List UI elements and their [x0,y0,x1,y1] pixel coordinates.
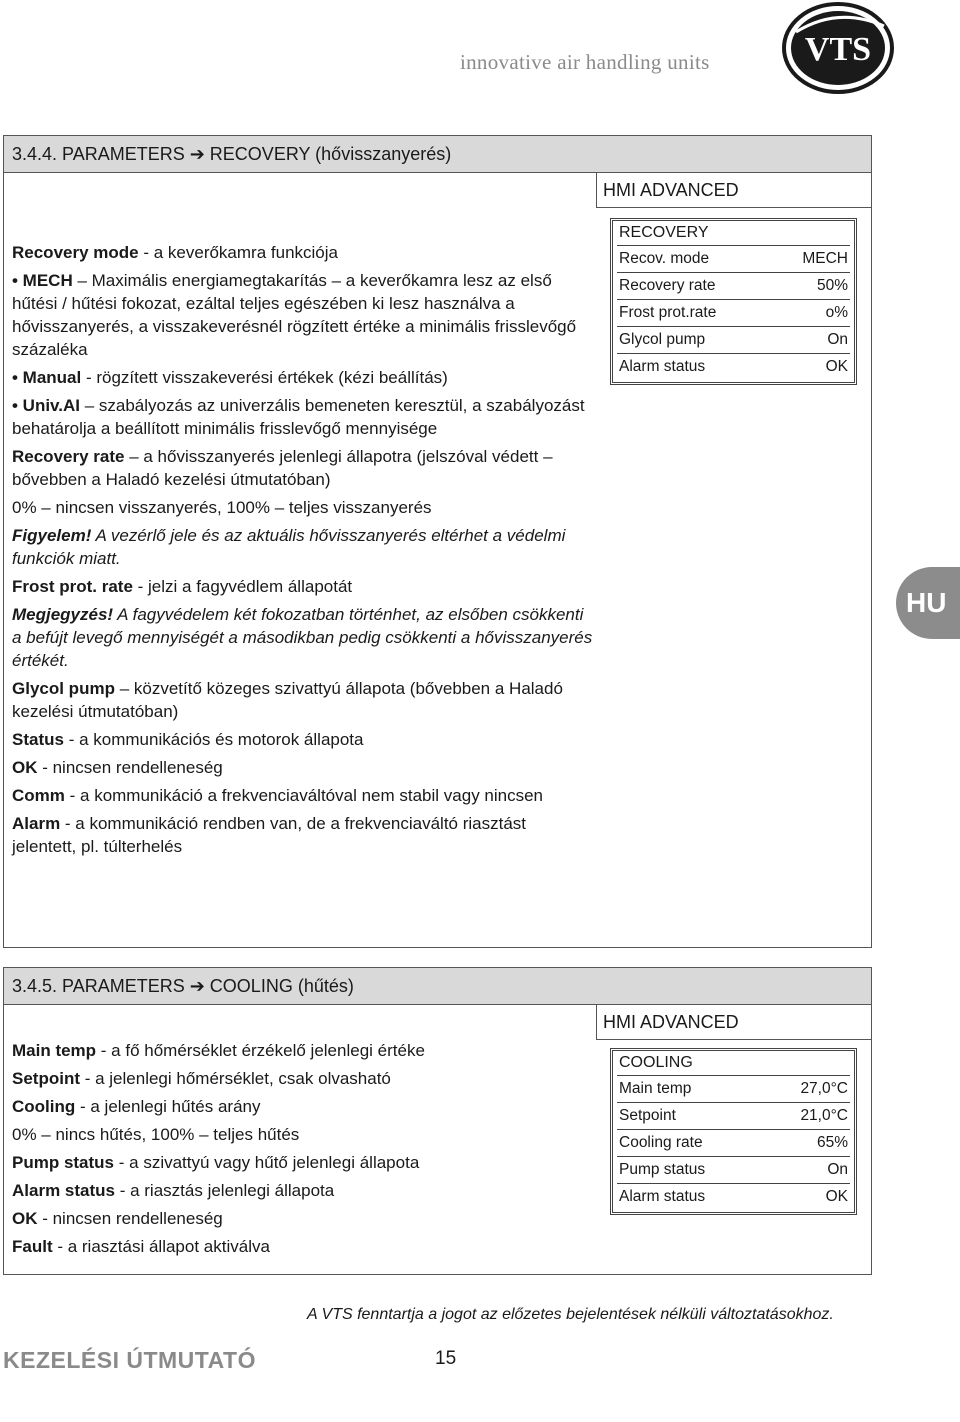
cooling-description [12,1039,594,1263]
panel-row [617,353,850,380]
term: Cooling [12,1097,76,1116]
panel-row [617,299,850,326]
paragraph [12,445,594,491]
term-description: - rögzített visszakeverési értékek (kézi beállítás) [81,368,448,387]
tagline: innovative air handling units [460,50,710,74]
panel-row-label: Recov. mode [619,250,710,267]
paragraph [12,269,594,361]
term-description: - a kommunikációs és motorok állapota [63,730,364,749]
paragraph [12,241,594,264]
paragraph [12,728,594,751]
term: Megjegyzés! [12,605,114,624]
term: OK [12,758,38,777]
panel-row-value: 21,0°C [800,1107,848,1124]
panel-row [617,326,850,353]
paragraph [12,524,594,570]
paragraph [12,394,594,440]
term: Frost prot. rate [12,577,133,596]
panel-row-label: Recovery rate [619,277,716,294]
paragraph [12,1207,594,1230]
paragraph [12,677,594,723]
panel-row-value: 65% [816,1134,848,1151]
term: Pump status [12,1153,115,1172]
recovery-hmi-label: HMI ADVANCED [596,172,871,208]
term: Comm [12,786,65,805]
paragraph [12,603,594,672]
panel-row-value: On [827,331,848,348]
panel-row [617,1102,850,1129]
paragraph [12,756,594,779]
term-description: - a kommunikáció a frekvenciaváltóval nem stabil vagy nincsen [64,786,544,805]
recovery-hmi-panel [610,218,857,385]
term-description: - nincsen rendelleneség [37,758,223,777]
paragraph [12,1151,594,1174]
panel-row-value: OK [825,1188,848,1205]
term-description: - a kommunikáció rendben van, de a frekvenciaváltó riasztást jelentett, pl. túlterhelés [12,814,527,856]
term-description: - nincsen rendelleneség [37,1209,223,1228]
panel-row-label: Alarm status [619,1188,706,1205]
term-description: - a riasztás jelenlegi állapota [114,1181,335,1200]
panel-row [617,1075,850,1102]
panel-row-label: Main temp [619,1080,692,1097]
panel-row-label: Alarm status [619,358,706,375]
panel-row [617,1156,850,1183]
cooling-panel-title: COOLING [619,1054,693,1071]
paragraph [12,1179,594,1202]
page-number: 15 [435,1348,457,1369]
term-description: – a hővisszanyerés jelenlegi állapotra (jelszóval védett – bővebben a Haladó kezelési útmutatóban) [12,447,553,489]
paragraph [12,366,594,389]
recovery-section [3,135,872,948]
recovery-heading: 3.4.4. PARAMETERS ➔ RECOVERY (hővisszanyerés) [4,136,871,173]
disclaimer: A VTS fenntartja a jogot az előzetes bejelentések nélküli változtatásokhoz. [307,1306,834,1323]
term-description: A fagyvédelem két fokozatban történhet, az elsőben csökkenti a befújt levegő mennyiségét a másodikban pedig csökkenti a hővisszanyerés értékét. [12,605,593,670]
term: Fault [12,1237,53,1256]
panel-row-value: On [827,1161,848,1178]
panel-row-value: 27,0°C [800,1080,848,1097]
panel-row-label: Frost prot.rate [619,304,717,321]
term: Setpoint [12,1069,80,1088]
term: Recovery mode [12,243,139,262]
term: Status [12,730,64,749]
panel-row [617,272,850,299]
term: • Univ.AI [12,396,80,415]
term-description: - a jelenlegi hőmérséklet, csak olvasható [80,1069,391,1088]
panel-row-label: Pump status [619,1161,706,1178]
paragraph [12,496,594,519]
term: Figyelem! [12,526,92,545]
term-description: - a keverőkamra funkciója [138,243,338,262]
panel-row [617,1129,850,1156]
cooling-heading: 3.4.5. PARAMETERS ➔ COOLING (hűtés) [4,968,871,1005]
cooling-hmi-label: HMI ADVANCED [596,1004,871,1040]
term: Glycol pump [12,679,115,698]
term-description: 0% – nincsen visszanyerés, 100% – teljes visszanyerés [12,498,432,517]
recovery-description [12,241,594,863]
term-description: - a riasztási állapot aktiválva [52,1237,270,1256]
term: OK [12,1209,38,1228]
panel-row-label: Glycol pump [619,331,706,348]
paragraph [12,575,594,598]
panel-row [617,245,850,272]
term: Alarm status [12,1181,115,1200]
term-description: - a szivattyú vagy hűtő jelenlegi állapota [114,1153,420,1172]
paragraph [12,1067,594,1090]
term-description: – Maximális energiamegtakarítás – a keverőkamra lesz az első hűtési / hűtési fokozat, ezáltal teljes egészében ki lesz használva a hővisszanyerés, a visszakeverésnél rögzített értéke a minimális frisslevőgő százaléka [12,271,577,359]
term: • MECH [12,271,73,290]
cooling-section [3,967,872,1275]
panel-row-label: Cooling rate [619,1134,703,1151]
cooling-hmi-panel [610,1048,857,1215]
paragraph [12,1095,594,1118]
recovery-panel-title: RECOVERY [619,224,709,241]
panel-row-value: 50% [816,277,848,294]
vts-logo [782,2,894,94]
paragraph [12,1039,594,1062]
term-description: A vezérlő jele és az aktuális hővisszanyerés eltérhet a védelmi funkciók miatt. [12,526,566,568]
panel-row-label: Setpoint [619,1107,676,1124]
term: • Manual [12,368,82,387]
paragraph [12,1123,594,1146]
paragraph [12,1235,594,1258]
term: Main temp [12,1041,97,1060]
footer-title: KEZELÉSI ÚTMUTATÓ [3,1347,256,1373]
term-description: – szabályozás az univerzális bemeneten keresztül, a szabályozást behatárolja a beállított minimális frisslevőgő mennyisége [12,396,585,438]
logo-text: VTS [804,31,872,68]
term-description: - a fő hőmérséklet érzékelő jelenlegi értéke [96,1041,425,1060]
paragraph [12,784,594,807]
panel-row-value: MECH [802,250,848,267]
language-tab-hu: HU [896,567,960,639]
panel-row-value: OK [825,358,848,375]
term: Alarm [12,814,61,833]
term: Recovery rate [12,447,125,466]
term-description: - a jelenlegi hűtés arány [75,1097,261,1116]
term-description: - jelzi a fagyvédlem állapotát [132,577,353,596]
panel-row-value: o% [825,304,848,321]
panel-row [617,1183,850,1210]
paragraph [12,812,594,858]
term-description: – közvetítő közeges szivattyú állapota (bővebben a Haladó kezelési útmutatóban) [12,679,563,721]
term-description: 0% – nincs hűtés, 100% – teljes hűtés [12,1125,300,1144]
